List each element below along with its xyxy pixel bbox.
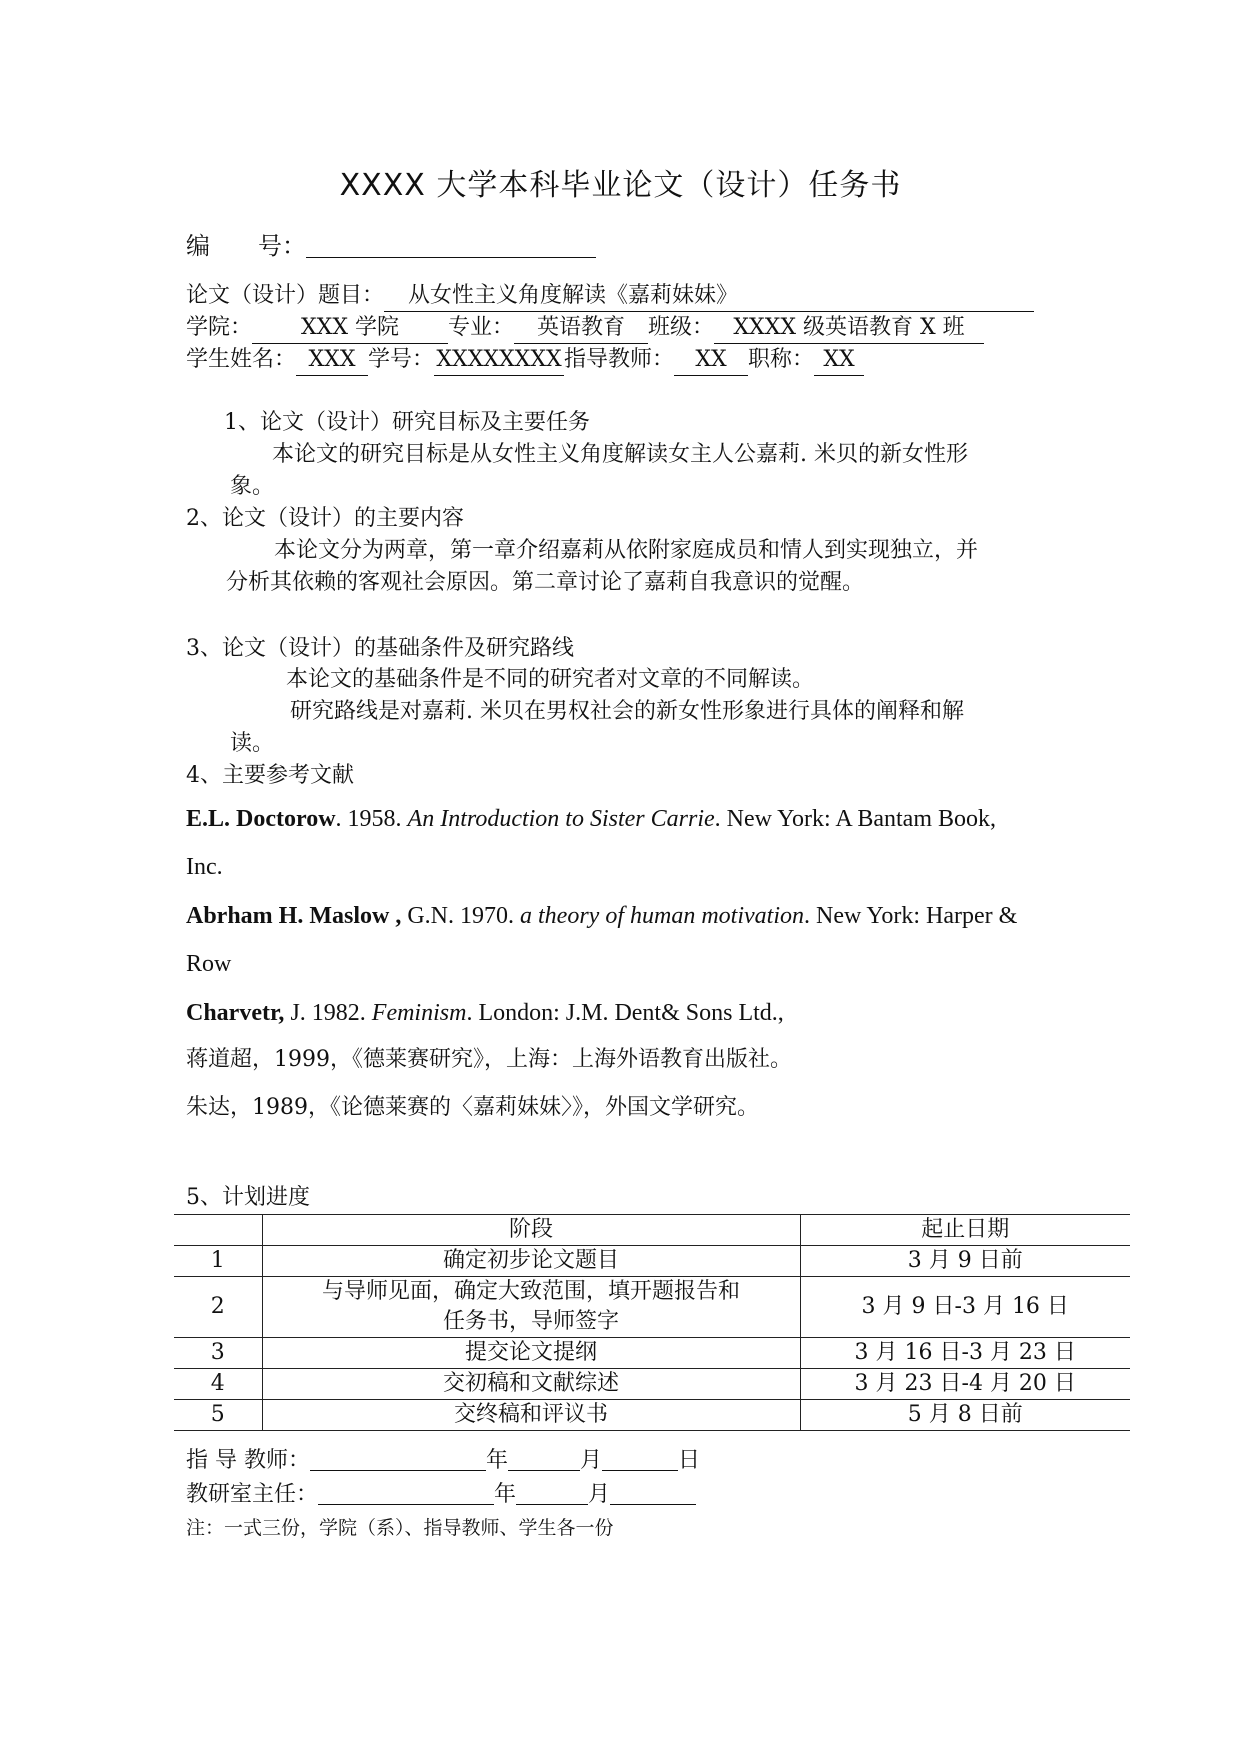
class-value: XXXX 级英语教育 X 班 [714, 313, 984, 344]
advisor-sign-label: 指 导 教师： [186, 1448, 310, 1473]
section-1-text-cont: 象。 [230, 474, 275, 499]
section-5-heading: 5、计划进度 [186, 1185, 310, 1210]
reference-1-cont: Inc. [186, 854, 223, 880]
table-row [174, 1246, 1130, 1277]
student-row [186, 345, 864, 376]
reference-1 [186, 806, 996, 833]
advisor-sign-blank [310, 1448, 486, 1471]
section-3-text-cont: 读。 [230, 731, 275, 756]
ref-3-publisher: . London: J.M. Dent& Sons Ltd., [466, 1000, 784, 1026]
plan-row-no: 3 [174, 1338, 262, 1369]
plan-header-stage: 阶段 [262, 1215, 800, 1246]
bianhao-blank [306, 233, 596, 258]
ref-1-year: . 1958. [335, 806, 408, 832]
head-sign-row [186, 1480, 696, 1510]
major-value: 英语教育 [514, 313, 648, 344]
student-label: 学生姓名： [186, 347, 297, 372]
table-row [174, 1338, 1130, 1369]
college-label: 学院： [186, 315, 253, 340]
reference-3 [186, 1000, 784, 1027]
thesis-row [186, 281, 1034, 312]
bianhao-label: 编 号： [186, 232, 306, 260]
plan-row-stage [262, 1277, 800, 1338]
advisor-title-label: 职称： [748, 347, 815, 372]
major-label: 专业： [448, 315, 515, 340]
reference-4: 蒋道超，1999，《德莱赛研究》，上海：上海外语教育出版社。 [186, 1047, 792, 1072]
section-3-text: 本论文的基础条件是不同的研究者对文章的不同解读。 [286, 667, 815, 692]
section-3-text-2: 研究路线是对嘉莉. 米贝在男权社会的新女性形象进行具体的阐释和解 [290, 699, 964, 724]
plan-row-no: 4 [174, 1369, 262, 1400]
section-2-heading: 2、论文（设计）的主要内容 [186, 506, 464, 531]
ref-1-title: An Introduction to Sister Carrie [407, 806, 715, 832]
table-row [174, 1400, 1130, 1431]
footnote: 注：一式三份，学院（系）、指导教师、学生各一份 [186, 1517, 614, 1539]
college-row [186, 313, 984, 344]
head-sign-month-blank [610, 1482, 696, 1505]
college-value: XXX 学院 [252, 313, 448, 344]
section-3-heading: 3、论文（设计）的基础条件及研究路线 [186, 636, 574, 661]
plan-row-date: 3 月 16 日-3 月 23 日 [800, 1338, 1130, 1369]
advisor-sign-month-blank [602, 1448, 678, 1471]
plan-row-date: 5 月 8 日前 [800, 1400, 1130, 1431]
reference-2-cont: Row [186, 951, 232, 977]
plan-row-stage: 交初稿和文献综述 [262, 1369, 800, 1400]
plan-row-no: 1 [174, 1246, 262, 1277]
ref-3-author: Charvetr, [186, 1000, 285, 1026]
head-sign-year: 年 [494, 1482, 517, 1507]
plan-row-no: 2 [174, 1277, 262, 1338]
plan-row-stage-line-1: 与导师见面，确定大致范围，填开题报告和 [321, 1279, 740, 1304]
plan-header-date: 起止日期 [800, 1215, 1130, 1246]
reference-5: 朱达，1989，《论德莱赛的〈嘉莉妹妹〉》，外国文学研究。 [186, 1095, 759, 1120]
advisor-sign-day: 日 [678, 1448, 701, 1473]
plan-row-date: 3 月 9 日前 [800, 1246, 1130, 1277]
ref-1-author: E.L. Doctorow [186, 806, 336, 832]
plan-table [174, 1214, 1130, 1431]
page-title: XXXX 大学本科毕业论文（设计）任务书 [339, 168, 902, 203]
plan-row-no: 5 [174, 1400, 262, 1431]
plan-row-stage: 交终稿和评议书 [262, 1400, 800, 1431]
table-row [174, 1369, 1130, 1400]
advisor-label: 指导教师： [564, 347, 675, 372]
ref-2-author: Abrham H. Maslow , [186, 903, 402, 929]
advisor-sign-year-blank [508, 1448, 580, 1471]
ref-3-title: Feminism [371, 1000, 467, 1026]
class-label: 班级： [648, 315, 715, 340]
plan-header-no [174, 1215, 262, 1246]
advisor-sign-year: 年 [486, 1448, 509, 1473]
section-4-heading: 4、主要参考文献 [186, 763, 354, 788]
plan-row-stage: 确定初步论文题目 [262, 1246, 800, 1277]
student-id-value: XXXXXXXX [434, 345, 564, 376]
table-row [174, 1277, 1130, 1338]
ref-1-publisher: . New York: A Bantam Book, [714, 806, 997, 832]
head-sign-label: 教研室主任： [186, 1482, 319, 1507]
advisor-value: XX [674, 345, 748, 376]
advisor-title-value: XX [814, 345, 864, 376]
head-sign-month: 月 [588, 1482, 611, 1507]
advisor-sign-month: 月 [580, 1448, 603, 1473]
plan-header-row [174, 1215, 1130, 1246]
head-sign-year-blank [516, 1482, 588, 1505]
plan-row-stage-line-2: 任务书，导师签字 [442, 1309, 619, 1334]
section-1-text: 本论文的研究目标是从女性主义角度解读女主人公嘉莉. 米贝的新女性形 [272, 442, 968, 467]
ref-2-title: a theory of human motivation [520, 903, 804, 929]
thesis-value: 从女性主义角度解读《嘉莉妹妹》 [384, 281, 1034, 312]
thesis-label: 论文（设计）题目： [186, 283, 385, 308]
student-value: XXX [296, 345, 368, 376]
head-sign-blank [318, 1482, 494, 1505]
plan-row-date: 3 月 9 日-3 月 16 日 [800, 1277, 1130, 1338]
ref-2-year: G.N. 1970. [401, 903, 521, 929]
ref-2-publisher: . New York: Harper & [803, 903, 1018, 929]
advisor-sign-row [186, 1446, 700, 1476]
ref-3-year: J. 1982. [284, 1000, 372, 1026]
bianhao-row [186, 230, 596, 262]
section-2-text-cont: 分析其依赖的客观社会原因。第二章讨论了嘉莉自我意识的觉醒。 [226, 570, 865, 595]
student-id-label: 学号： [368, 347, 435, 372]
section-2-text: 本论文分为两章，第一章介绍嘉莉从依附家庭成员和情人到实现独立，并 [274, 538, 979, 563]
plan-row-stage: 提交论文提纲 [262, 1338, 800, 1369]
section-1-heading: 1、论文（设计）研究目标及主要任务 [224, 410, 590, 435]
reference-2 [186, 903, 1017, 930]
plan-row-date: 3 月 23 日-4 月 20 日 [800, 1369, 1130, 1400]
